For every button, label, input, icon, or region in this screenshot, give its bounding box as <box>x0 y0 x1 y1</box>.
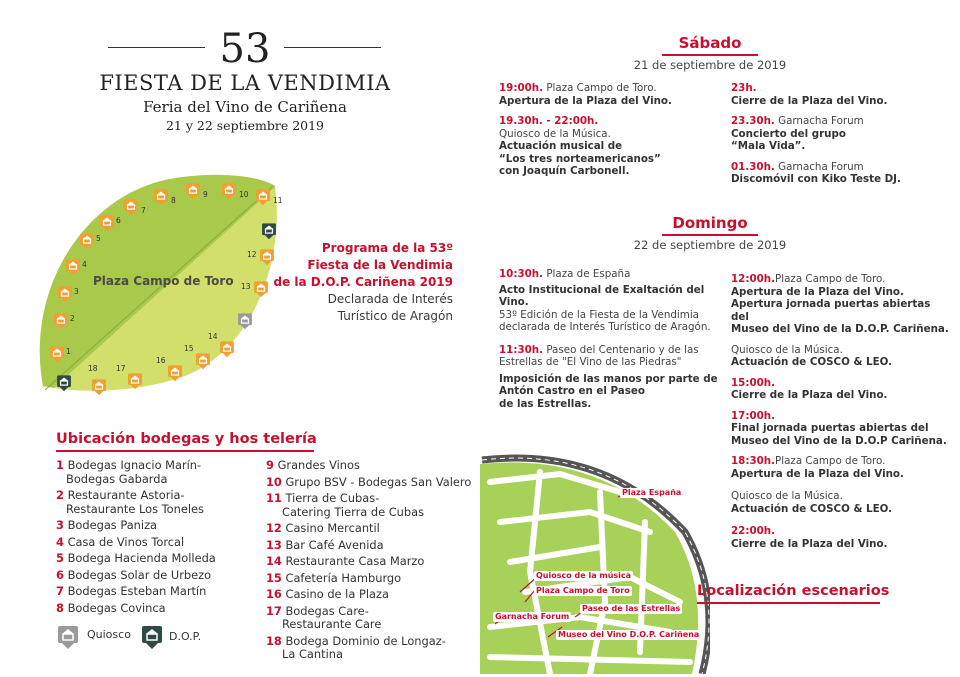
location-number: 8 <box>56 600 64 615</box>
event-place: Quiosco de la Música. <box>499 127 611 140</box>
sunday-heading: Domingo <box>672 214 748 232</box>
program-line-5: Turístico de Aragón <box>337 309 453 323</box>
event: 11:30h. Paseo del Centenario y de las <box>499 343 699 356</box>
program-line-4: Declarada de Interés <box>327 292 453 306</box>
location-number: 13 <box>266 537 282 552</box>
location-item <box>56 602 256 616</box>
sunday-underline <box>662 234 758 236</box>
bodega-marker-icon <box>260 248 274 270</box>
location-number: 11 <box>266 491 282 505</box>
location-name: Grupo BSV - Bodegas San Valero <box>285 474 472 489</box>
location-number: 15 <box>266 570 282 585</box>
location-name: Casa de Vinos Torcal <box>67 534 185 549</box>
location-number: 17 <box>266 603 282 618</box>
location-name: Restaurante Astoria- <box>67 488 185 502</box>
location-name: Restaurante Care <box>282 617 382 631</box>
bodega-marker-number: 15 <box>184 344 194 353</box>
location-name: Catering Tierra de Cubas <box>282 504 425 519</box>
program-line-1: Programa de la 53º <box>321 241 453 255</box>
bodega-marker-icon <box>80 232 94 254</box>
legend-dop <box>142 624 162 654</box>
location-number: 5 <box>56 551 64 565</box>
location-number: 7 <box>56 584 64 598</box>
bodega-marker-number: 7 <box>141 206 146 215</box>
location-number: 9 <box>266 458 274 472</box>
event-title: FIESTA DE LA VENDIMIA <box>99 71 391 95</box>
location-name: Bodegas Covinca <box>67 600 166 615</box>
map-heading: Localización escenarios <box>697 583 890 599</box>
event: 23.30h. Garnacha Forum <box>731 115 864 127</box>
dop-icon <box>142 624 162 650</box>
sunday-events-right: 12:00h.Plaza Campo de Toro. Apertura de la Plaza del Vino. Apertura jornada puertas abiertas del Museo del Vino de la D.O.P. Cariñena. Quiosco de la Música. Actuación de COSCO & LEO. 15:00h. Cierre de la Plaza del Vino. 17:00h. Final jornada puertas abiertas del Museo del Vino de la D.O.P Cariñena. 18:30h.Plaza Campo de Toro. Apertura de la Plaza del Vino. Quiosco de la Música. Actuación de COSCO & LEO. 22:00h. Cierre de la Plaza del Vino. <box>731 273 951 550</box>
location-item <box>266 572 476 586</box>
map-label-garnacha: Garnacha Forum <box>495 612 570 621</box>
location-number: 14 <box>266 554 282 568</box>
program-line-2: Fiesta de la Vendimia <box>307 258 453 272</box>
bodega-marker-number: 13 <box>241 282 251 291</box>
location-name: La Cantina <box>282 647 343 661</box>
event: 18:30h.Plaza Campo de Toro. <box>731 455 886 467</box>
bodega-marker-icon <box>186 182 200 204</box>
location-number: 6 <box>56 567 64 582</box>
bodega-marker-number: 2 <box>70 314 75 323</box>
bodega-marker-number: 11 <box>273 196 283 205</box>
map-label-museo: Museo del Vino D.O.P. Cariñena <box>558 630 700 639</box>
saturday-underline <box>662 54 758 56</box>
program-line-3: de la D.O.P. Cariñena 2019 <box>273 275 453 289</box>
program-intro <box>274 240 453 325</box>
location-item <box>266 605 476 632</box>
legend-kiosk <box>58 624 78 654</box>
map-underline <box>697 602 880 604</box>
location-name: Bodegas Paniza <box>67 518 158 532</box>
saturday-heading: Sábado <box>678 34 742 52</box>
bodega-marker-number: 4 <box>82 260 87 269</box>
event: 01.30h. Garnacha Forum <box>731 160 864 173</box>
bodega-marker-icon <box>196 352 210 374</box>
location-name: Bodegas Solar de Urbezo <box>67 567 212 582</box>
location-name: Casino Mercantil <box>285 521 380 535</box>
location-name: Casino de la Plaza <box>285 587 389 601</box>
location-name: Bodegas Care- <box>285 603 369 618</box>
map-label-quiosco: Quiosco de la música <box>536 571 632 580</box>
location-item <box>56 536 256 550</box>
location-name: Restaurante Casa Marzo <box>285 554 425 568</box>
locations-col-1 <box>56 459 256 618</box>
bodega-marker-icon <box>154 188 168 210</box>
location-number: 10 <box>266 474 282 489</box>
location-item <box>56 552 256 566</box>
saturday-events-right: 23h. Cierre de la Plaza del Vino. 23.30h. Garnacha Forum Concierto del grupo “Mala Vida”. 01.30h. Garnacha Forum Discomóvil con Kiko Teste DJ. <box>731 82 941 186</box>
location-number: 12 <box>266 521 282 535</box>
event: 12:00h.Plaza Campo de Toro. <box>731 273 886 285</box>
location-item <box>266 539 476 553</box>
location-number: 4 <box>56 534 64 549</box>
location-name: Bodegas Esteban Martín <box>67 584 207 598</box>
location-name: Bodega Dominio de Longaz- <box>285 633 446 648</box>
location-number: 16 <box>266 587 282 601</box>
location-item <box>266 459 476 473</box>
location-item <box>266 555 476 569</box>
bodega-marker-icon <box>100 214 114 236</box>
bodega-marker-number: 5 <box>96 234 101 243</box>
locations-underline <box>56 450 314 452</box>
location-number: 1 <box>56 458 64 472</box>
bodega-marker-number: 6 <box>116 216 121 225</box>
event: 19:00h. Plaza Campo de Toro. <box>499 82 657 94</box>
bodega-marker-icon <box>124 198 138 220</box>
sunday-date: 22 de septiembre de 2019 <box>633 238 787 252</box>
locations-col-2 <box>266 459 476 665</box>
kiosk-icon <box>58 624 78 650</box>
location-item <box>266 635 476 662</box>
bodega-marker-icon <box>66 258 80 280</box>
location-name: Tierra de Cubas- <box>285 491 380 505</box>
bodega-marker-number: 8 <box>171 196 176 205</box>
location-name: Cafetería Hamburgo <box>285 570 402 585</box>
location-item <box>266 476 476 490</box>
bodega-marker-number: 18 <box>88 364 98 373</box>
map-label-campo-toro: Plaza Campo de Toro <box>536 586 630 595</box>
bodega-marker-number: 14 <box>208 332 218 341</box>
bodega-marker-icon <box>254 280 268 302</box>
event-dates: 21 y 22 septiembre 2019 <box>165 118 325 133</box>
location-name: Restaurante Los Toneles <box>66 501 204 516</box>
bodega-marker-number: 10 <box>239 190 249 199</box>
event-time: 19.30h. - 22:00h. <box>499 115 599 127</box>
bodega-marker-icon <box>168 364 182 386</box>
location-name: Bodega Hacienda Molleda <box>67 551 216 565</box>
header-rule-right <box>284 47 381 48</box>
map-label-plaza-espana: Plaza España <box>622 488 682 497</box>
location-item <box>266 522 476 536</box>
bodega-marker-icon <box>58 285 72 307</box>
sunday-events-left: 10:30h. Plaza de España Acto Institucional de Exaltación del Vino. 53º Edición de la Fiesta de la Vendimia declarada de Interés Turístico de Aragón. 11:30h. Paseo del Centenario y de las Estrellas de "El Vino de las Piedras" Imposición de las manos por parte de Antón Castro en el Paseo de las Estrellas. <box>499 268 724 410</box>
leaf-plaza-label: Plaza Campo de Toro <box>93 274 234 288</box>
location-item <box>56 459 256 486</box>
location-item <box>56 569 256 583</box>
location-item <box>56 585 256 599</box>
location-item <box>266 492 476 519</box>
location-name: Bodegas Gabarda <box>66 471 168 486</box>
bodega-marker-icon <box>128 372 142 394</box>
saturday-date: 21 de septiembre de 2019 <box>633 58 787 72</box>
dop-marker-icon <box>57 374 71 396</box>
bodega-marker-icon <box>54 312 68 334</box>
legend-dop-label: D.O.P. <box>169 630 202 643</box>
bodega-marker-icon <box>50 345 64 367</box>
street-map <box>480 452 710 674</box>
bodega-marker-number: 3 <box>74 287 79 296</box>
locations-heading: Ubicación bodegas y hos telería <box>56 431 317 447</box>
saturday-events-left: 19:00h. Plaza Campo de Toro. Apertura de la Plaza del Vino. 19.30h. - 22:00h. Quiosco de la Música. Actuación musical de “Los tres norteamericanos” con Joaquín Carbonell. <box>499 82 719 178</box>
location-number: 3 <box>56 518 64 532</box>
location-name: Bar Café Avenida <box>285 537 384 552</box>
location-name: Grandes Vinos <box>277 458 360 472</box>
bodega-marker-icon <box>220 340 234 362</box>
kiosk-marker-icon <box>238 312 252 334</box>
bodega-marker-icon <box>256 188 270 210</box>
bodega-marker-number: 9 <box>203 190 208 199</box>
event-subtitle: Feria del Vino de Cariñena <box>143 98 347 116</box>
event: 10:30h. Plaza de España <box>499 268 631 280</box>
bodega-marker-number: 16 <box>156 356 166 365</box>
location-number: 18 <box>266 633 282 648</box>
edition-number: 53 <box>219 26 271 72</box>
location-item <box>56 519 256 533</box>
location-name: Bodegas Ignacio Marín- <box>67 458 202 472</box>
bodega-marker-number: 1 <box>66 347 71 356</box>
location-number: 2 <box>56 488 64 502</box>
bodega-marker-number: 17 <box>116 364 126 373</box>
location-item <box>266 588 476 602</box>
bodega-marker-number: 12 <box>247 250 257 259</box>
bodega-marker-icon <box>92 378 106 400</box>
header-rule-left <box>108 47 205 48</box>
map-label-paseo: Paseo de las Estrellas <box>582 604 681 613</box>
location-item <box>56 489 256 516</box>
bodega-marker-icon <box>222 182 236 204</box>
legend-kiosk-label: Quiosco <box>87 628 131 641</box>
